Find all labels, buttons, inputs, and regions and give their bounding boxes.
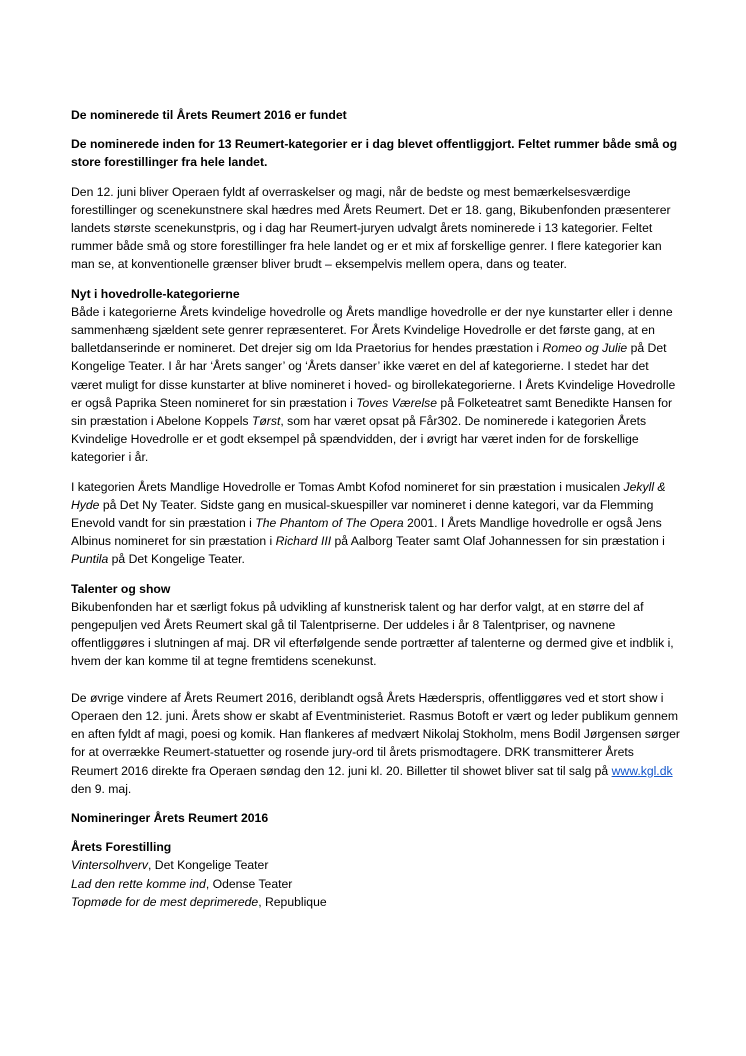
body-text: på Aalborg Teater samt Olaf Johannessen for sin præstation i	[331, 534, 665, 549]
body-text: De øvrige vindere af Årets Reumert 2016, deriblandt også Årets Hæderspris, offentliggøres ved et stort show i Operaen den 12. juni. Årets show er skabt af Eventministeriet. Rasmus Botoft er vært og leder publikum gennem en aften fyldt af magi, poesi og komik. Han flankeres af medvært Nikolaj Stokholm, mens Bodil Jørgensen sørger for at overrække Reumert-statuetter og rosende jury-ord til årets prismodtagere. DRK transmitterer Årets Reumert 2016 direkte fra Operaen søndag den 12. juni kl. 20. Billetter til showet bliver sat til salg på	[71, 690, 680, 778]
intro-paragraph: Den 12. juni bliver Operaen fyldt af overraskelser og magi, når de bedste og mest bemærkelsesværdige forestillinger og scenekunstnere skal hædres med Årets Reumert. Det er 18. gang, Bikubenfonden præsenterer landets største scenekunstpris, og i dag har Reumert-juryen udvalgt årets nominerede i 13 kategorier. Feltet rummer både små og store forestillinger fra hele landet og er et mix af forskellige genrer. I flere kategorier kan man se, at konventionelle grænser bliver brudt – eksempelvis mellem opera, dans og teater.	[71, 184, 671, 272]
section-talenter	[71, 580, 683, 671]
body-text: på Det Kongelige Teater. I år har ‘Årets sanger’ og ‘Årets danser’ ikke været en del af kategorierne. I stedet har det været muligt for disse kunstarter at blive nomineret i hoved- og birollekategorierne. I Årets Kvindelige Hovedrolle er også Paprika Steen nomineret for sin præstation i	[71, 341, 676, 410]
body-text: på Folketeatret samt Benedikte Hansen for sin præstation i Abelone Koppels	[71, 395, 673, 429]
document-title: De nominerede til Årets Reumert 2016 er fundet	[71, 108, 347, 122]
nominee-item	[71, 893, 683, 911]
nominee-title: Topmøde for de mest deprimerede	[71, 894, 259, 909]
section-hovedrolle	[71, 285, 683, 467]
nomination-category	[71, 838, 683, 911]
lead-paragraph: De nominerede inden for 13 Reumert-kategorier er i dag blevet offentliggjort. Feltet rummer både små og store forestillinger fra hele landet.	[71, 137, 678, 170]
work-title: Jekyll & Hyde	[71, 479, 666, 512]
body-text: Både i kategorierne Årets kvindelige hovedrolle og Årets mandlige hovedrolle er der nye kunstarter eller i denne sammenhæng sjældent sete genrer repræsenteret. For Årets Kvindelige Hovedrolle er det første gang, at en balletdanserinde er nomineret. Det drejer sig om Ida Praetorius for hendes præstation i	[71, 304, 673, 356]
show-paragraph	[71, 689, 683, 798]
work-title: Puntila	[71, 552, 109, 567]
document-page	[71, 106, 683, 911]
nominee-title: Vintersolhverv	[71, 858, 148, 873]
section-heading-talenter: Talenter og show	[71, 581, 171, 596]
body-text: , som har været opsat på Får302. De nominerede i kategorien Årets Kvindelige Hovedrolle er et godt eksempel på spændvidden, der i øvrigt har været inden for de forskellige kategorier i år.	[71, 414, 647, 465]
work-title: Romeo og Julie	[542, 341, 628, 356]
body-text: 2001. I Årets Mandlige hovedrolle er også Jens Albinus nomineret for sin præstation i	[71, 516, 662, 549]
body-text: på Det Kongelige Teater.	[108, 552, 245, 567]
nominee-venue: , Odense Teater	[205, 876, 293, 891]
section-heading-hovedrolle: Nyt i hovedrolle-kategorierne	[71, 286, 240, 301]
work-title: Toves Værelse	[356, 395, 438, 410]
nominee-venue: , Det Kongelige Teater	[148, 858, 269, 873]
work-title: The Phantom of The Opera	[255, 516, 404, 531]
nominee-item	[71, 856, 683, 874]
nominations-heading: Nomineringer Årets Reumert 2016	[71, 810, 269, 825]
mandlige-hovedrolle-paragraph	[71, 478, 683, 569]
body-text: Bikubenfonden har et særligt fokus på udvikling af kunstnerisk talent og har derfor valgt, at en større del af pengepuljen ved Årets Reumert skal gå til Talentpriserne. Der uddeles i år 8 Talentpriser, og navnene offentliggøres i slutningen af maj. DR vil efterfølgende sende portrætter af talenterne og dermed give et indblik i, hvem der kan komme til at tegne fremtidens scenekunst.	[71, 599, 674, 669]
kgl-link[interactable]: www.kgl.dk	[611, 763, 673, 778]
category-heading: Årets Forestilling	[71, 840, 172, 855]
work-title: Richard III	[275, 534, 332, 549]
work-title: Tørst	[251, 414, 281, 429]
body-text: I kategorien Årets Mandlige Hovedrolle er Tomas Ambt Kofod nomineret for sin præstation i musicalen	[71, 479, 624, 494]
body-text: den 9. maj.	[71, 781, 132, 796]
body-text: på Det Ny Teater. Sidste gang en musical-skuespiller var nomineret i denne kategori, var da Flemming Enevold vandt for sin præstation i	[71, 497, 654, 531]
nominee-venue: , Republique	[258, 894, 327, 909]
nominee-title: Lad den rette komme ind	[71, 876, 206, 891]
nominee-item	[71, 875, 683, 893]
